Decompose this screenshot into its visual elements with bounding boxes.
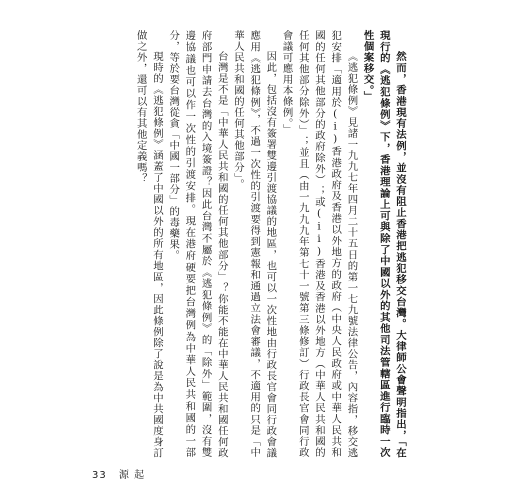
page-number: 33 (92, 470, 107, 481)
paragraph-4-text: 台灣是不是「中華人民共和國的任何其他部分」？你能不能在中華人民共和國任何政府部門申請去台灣的入境簽證？因此台灣不屬於《逃犯條例》的「除外」範圍，沒有雙邊協議也可以作一次性的引渡安排。現在港府硬要把台灣例為中華人民共和國的一部分，等於要台灣從貪「中國一部分」的毒藥果。 (167, 30, 228, 458)
paragraph-4 (165, 30, 230, 458)
paragraph-2-text: 《逃犯條例》見諸一九九七年四月二十五日的第一七九號法律公告，內容指，移交逃犯安排「適用於(i)香港政府及香港以外地方的政府（中央人民政府或中華人民共和國的任何其他部分的政府除外）；或(ii)香港及香港以外地方（中華人民共和國的任何其他部分除外）」；並且（由一九九九年第七十一號第三條修訂）行政長官會同行政會議可應用本條例。」 (280, 30, 358, 458)
paragraph-5-text: 現時的《逃犯條例》涵蓋了中國以外的所有地區，因此條例除了說是為中共國度身訂做之外，還可以有其他定義嗎？ (134, 30, 163, 458)
running-section-title: 源 起 (118, 470, 146, 481)
paragraph-3 (230, 30, 279, 458)
paragraph-2 (278, 30, 359, 458)
page-footer (92, 466, 145, 481)
paragraph-1 (359, 30, 408, 458)
body-text (118, 30, 408, 458)
paragraph-5 (133, 30, 165, 458)
paragraph-3-text: 因此，包括沒有簽署雙邊引渡協議的地區，也可以一次性地由行政長官會同行政會議應用《逃犯條例》，不過一次性的引渡要得到憲報和通過立法會審議，不適用的只是「中華人民共和國的任何其他部分」。 (231, 30, 277, 458)
paragraph-1-text: 然而，香港現有法例，並沒有阻止香港把逃犯移交台灣。大律師公會聲明指出，「在現行的《逃犯條例》下，香港理論上可與除了中國以外的其他司法管轄區進行臨時一次性個案移交。」 (361, 30, 406, 458)
